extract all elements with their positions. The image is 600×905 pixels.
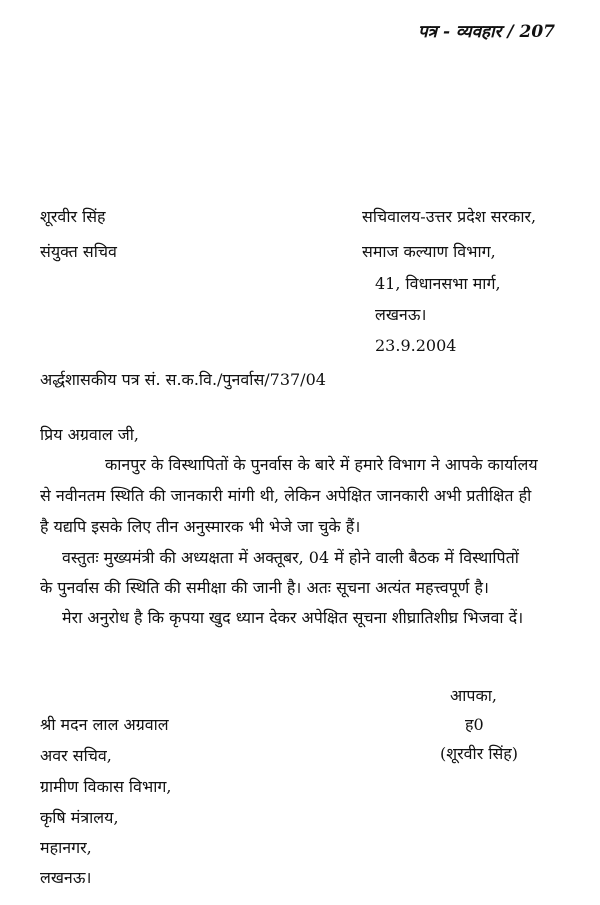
closing-yours: आपका, bbox=[450, 686, 497, 705]
reference-number: अर्द्धशासकीय पत्र सं. स.क.वि./पुनर्वास/737/04 bbox=[40, 370, 326, 389]
running-header: पत्र - व्यवहार / 207 bbox=[418, 22, 555, 42]
salutation: प्रिय अग्रवाल जी, bbox=[40, 425, 139, 444]
recipient-line: महानगर, bbox=[40, 838, 92, 857]
closing-signatory: (शूरवीर सिंह) bbox=[440, 744, 519, 763]
body-paragraph-line: है यद्यपि इसके लिए तीन अनुस्मारक भी भेजे जा चुके हैं। bbox=[40, 517, 361, 536]
office-address-line: 41, विधानसभा मार्ग, bbox=[375, 274, 501, 293]
body-paragraph-line: वस्तुतः मुख्यमंत्री की अध्यक्षता में अक्तूबर, 04 में होने वाली बैठक में विस्थापितों bbox=[62, 548, 519, 567]
body-paragraph-line: मेरा अनुरोध है कि कृपया खुद ध्यान देकर अपेक्षित सूचना शीघ्रातिशीघ्र भिजवा दें। bbox=[62, 608, 524, 627]
body-paragraph-line: कानपुर के विस्थापितों के पुनर्वास के बारे में हमारे विभाग ने आपके कार्यालय bbox=[105, 455, 538, 474]
office-address-line: समाज कल्याण विभाग, bbox=[362, 242, 496, 261]
sender-name: शूरवीर सिंह bbox=[40, 207, 106, 226]
recipient-line: अवर सचिव, bbox=[40, 746, 112, 765]
recipient-line: कृषि मंत्रालय, bbox=[40, 808, 119, 827]
recipient-line: श्री मदन लाल अग्रवाल bbox=[40, 715, 169, 734]
recipient-line: लखनऊ। bbox=[40, 868, 92, 887]
sender-designation: संयुक्त सचिव bbox=[40, 242, 117, 261]
office-address-line: लखनऊ। bbox=[375, 305, 427, 324]
body-paragraph-line: के पुनर्वास की स्थिति की समीक्षा की जानी है। अतः सूचना अत्यंत महत्त्वपूर्ण है। bbox=[40, 578, 489, 597]
closing-signed: ह0 bbox=[465, 715, 484, 734]
body-paragraph-line: से नवीनतम स्थिति की जानकारी मांगी थी, लेकिन अपेक्षित जानकारी अभी प्रतीक्षित ही bbox=[40, 486, 532, 505]
letter-date: 23.9.2004 bbox=[375, 336, 457, 355]
office-address-line: सचिवालय-उत्तर प्रदेश सरकार, bbox=[362, 207, 537, 226]
recipient-line: ग्रामीण विकास विभाग, bbox=[40, 777, 172, 796]
